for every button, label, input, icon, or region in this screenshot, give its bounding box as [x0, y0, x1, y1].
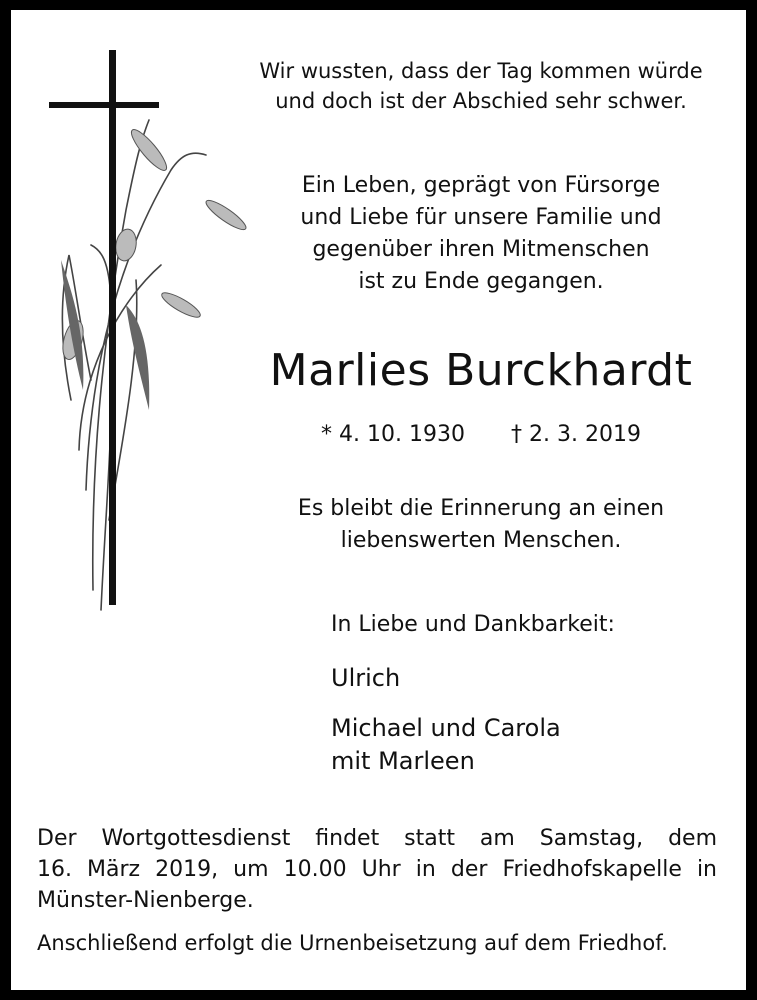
memory-line: liebenswerten Menschen.	[340, 528, 622, 553]
quote-line: und doch ist der Abschied sehr schwer.	[275, 89, 687, 113]
service-line: 16. März 2019, um 10.00 Uhr in der Friedhofskapelle in	[37, 857, 717, 882]
burial-announcement: Anschließend erfolgt die Urnenbeisetzung auf dem Friedhof.	[37, 931, 668, 955]
memory-line: Es bleibt die Erinnerung an einen	[297, 496, 665, 521]
opening-quote	[241, 56, 721, 116]
service-line: Münster-Nienberge.	[37, 888, 254, 913]
life-line: gegenüber ihren Mitmenschen	[312, 237, 650, 262]
service-announcement	[37, 823, 717, 916]
death-date: † 2. 3. 2019	[511, 422, 641, 447]
cross-with-wheat-illustration	[31, 50, 271, 620]
service-line: Der Wortgottesdienst findet statt am Samstag, dem	[37, 826, 717, 851]
thanks-heading: In Liebe und Dankbarkeit:	[331, 612, 615, 637]
birth-date: * 4. 10. 1930	[321, 422, 465, 447]
mourner-marleen: mit Marleen	[331, 747, 475, 775]
life-line: Ein Leben, geprägt von Fürsorge	[301, 173, 661, 198]
life-line: ist zu Ende gegangen.	[358, 269, 604, 294]
mourner-ulrich: Ulrich	[331, 664, 401, 692]
life-line: und Liebe für unsere Familie und	[300, 205, 662, 230]
life-text	[241, 170, 721, 298]
memory-text	[241, 493, 721, 557]
mourner-michael-carola: Michael und Carola	[331, 714, 561, 742]
obituary-card	[11, 10, 746, 990]
quote-line: Wir wussten, dass der Tag kommen würde	[259, 59, 703, 83]
deceased-name: Marlies Burckhardt	[269, 345, 693, 396]
